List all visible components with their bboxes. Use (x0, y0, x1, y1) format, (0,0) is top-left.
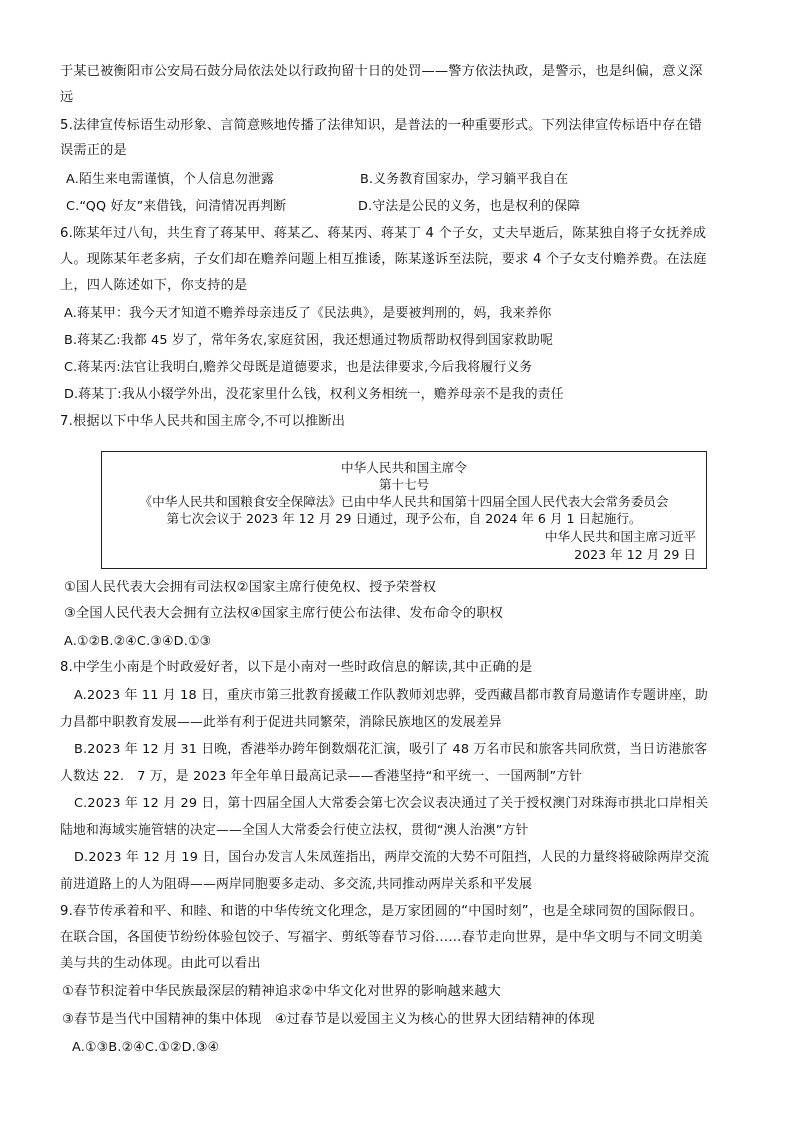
order-title: 中华人民共和国主席令 (341, 460, 467, 475)
order-body-line-1: 《中华人民共和国粮食安全保障法》已由中华人民共和国第十四届全国人民代表大会常务委员会 (139, 494, 669, 509)
q7-stem: 7.根据以下中华人民共和国主席令,不可以推断出 (60, 414, 346, 429)
order-body-line-2: 第七次会议于 2023 年 12 月 29 日通过，现予公布，自 2024 年 6 月 1 日起施行。 (166, 511, 642, 526)
q8-option-c-line-2: 陆地和海域实施管辖的决定——全国人大常委会行使立法权，贯彻“澳人治澳”方针 (60, 823, 529, 838)
q7-items-line-2: ③全国人民代表大会拥有立法权④国家主席行使公布法律、发布命令的职权 (64, 606, 504, 621)
order-date: 2023 年 12 月 29 日 (574, 547, 696, 562)
q6-option-a: A.蒋某甲：我今天才知道不赡养母亲违反了《民法典》，是要被判刑的，妈，我来养你 (64, 306, 552, 321)
q8-option-b-line-1: B.2023 年 12 月 31 日晚，香港举办跨年倒数烟花汇演，吸引了 48 万名市民和旅客共同欣赏，当日访港旅客 (74, 742, 708, 757)
q8-option-d-line-1: D.2023 年 12 月 19 日，国台办发言人朱凤莲指出，两岸交流的大势不可阻挡，人民的力量终将破除两岸交流 (74, 850, 710, 865)
q9-choices: A.①③B.②④C.①②D.③④ (72, 1040, 220, 1055)
intro-line-2: 远 (60, 90, 74, 105)
q6-option-c: C.蒋某丙:法官让我明白,赡养父母既是道德要求，也是法律要求,今后我将履行义务 (64, 360, 533, 375)
q6-stem-line-2: 人。现陈某年老多病，子女们却在赡养问题上相互推诿，陈某遂诉至法院，要求 4 个子女支付赡养费。在法庭 (60, 252, 707, 267)
intro-line-1: 于某已被衡阳市公安局石鼓分局依法处以行政拘留十日的处罚——警方依法执政，是警示，也是纠偏，意义深 (60, 64, 703, 79)
q5-option-a: A.陌生来电需谨慎，个人信息勿泄露 (66, 172, 274, 187)
q5-option-c: C.“QQ 好友”来借钱，问清情况再判断 (66, 199, 287, 214)
q9-items-line-1: ①春节积淀着中华民族最深层的精神追求②中华文化对世界的影响越来越大 (62, 984, 502, 999)
order-number: 第十七号 (378, 477, 430, 492)
q8-option-b-line-2: 人数达 22. 7 万，是 2023 年全年单日最高记录——香港坚持“和平统一、一国两制”方针 (60, 769, 583, 784)
q9-stem-line-1: 9.春节传承着和平、和睦、和谐的中华传统文化理念，是万家团圆的“中国时刻”，也是全球同贺的国际假日。 (60, 904, 703, 919)
q6-stem-line-3: 上，四人陈述如下，你支持的是 (60, 278, 248, 293)
order-signer: 中华人民共和国主席习近平 (544, 529, 696, 544)
q7-items-line-1: ①国人民代表大会拥有司法权②国家主席行使免权、授予荣誉权 (64, 580, 437, 595)
presidential-order-box (101, 451, 707, 569)
q9-stem-line-2: 在联合国，各国使节纷纷体验包饺子、写福字、剪纸等春节习俗……春节走向世界，是中华文明与不同文明美 (60, 930, 703, 945)
q5-option-b: B.义务教育国家办，学习躺平我自在 (360, 172, 569, 187)
q6-option-d: D.蒋某丁:我从小辍学外出，没花家里什么钱，权利义务相统一，赡养母亲不是我的责任 (64, 387, 564, 402)
q8-option-c-line-1: C.2023 年 12 月 29 日，第十四届全国人大常委会第七次会议表决通过了关于授权澳门对珠海市拱北口岸相关 (74, 796, 709, 811)
q8-option-d-line-2: 前进道路上的人为阻碍——两岸同胞要多走动、多交流,共同推动两岸关系和平发展 (60, 877, 533, 892)
q5-stem-line-2: 误需正的是 (60, 143, 127, 158)
q5-stem-line-1: 5.法律宣传标语生动形象、言简意赅地传播了法律知识，是普法的一种重要形式。下列法律宣传标语中存在错 (60, 118, 703, 133)
q9-stem-line-3: 美与共的生动体现。由此可以看出 (60, 956, 261, 971)
q9-items-line-2: ③春节是当代中国精神的集中体现 ④过春节是以爱国主义为核心的世界大团结精神的体现 (62, 1012, 595, 1027)
q8-stem: 8.中学生小南是个时政爱好者，以下是小南对一些时政信息的解读,其中正确的是 (60, 660, 533, 675)
q7-choices: A.①②B.②④C.③④D.①③ (64, 634, 212, 649)
q8-option-a-line-1: A.2023 年 11 月 18 日，重庆市第三批教育援藏工作队教师刘忠骅，受西藏昌都市教育局邀请作专题讲座，助 (74, 688, 708, 703)
q5-option-d: D.守法是公民的义务，也是权利的保障 (358, 199, 581, 214)
q6-stem-line-1: 6.陈某年过八旬，共生育了蒋某甲、蒋某乙、蒋某丙、蒋某丁 4 个子女，丈夫早逝后，陈某独自将子女抚养成 (60, 226, 707, 241)
q8-option-a-line-2: 力昌都中职教育发展——此举有利于促进共同繁荣，消除民族地区的发展差异 (60, 715, 502, 730)
q6-option-b: B.蒋某乙:我都 45 岁了，常年务农,家庭贫困，我还想通过物质帮助权得到国家救助呢 (64, 333, 554, 348)
